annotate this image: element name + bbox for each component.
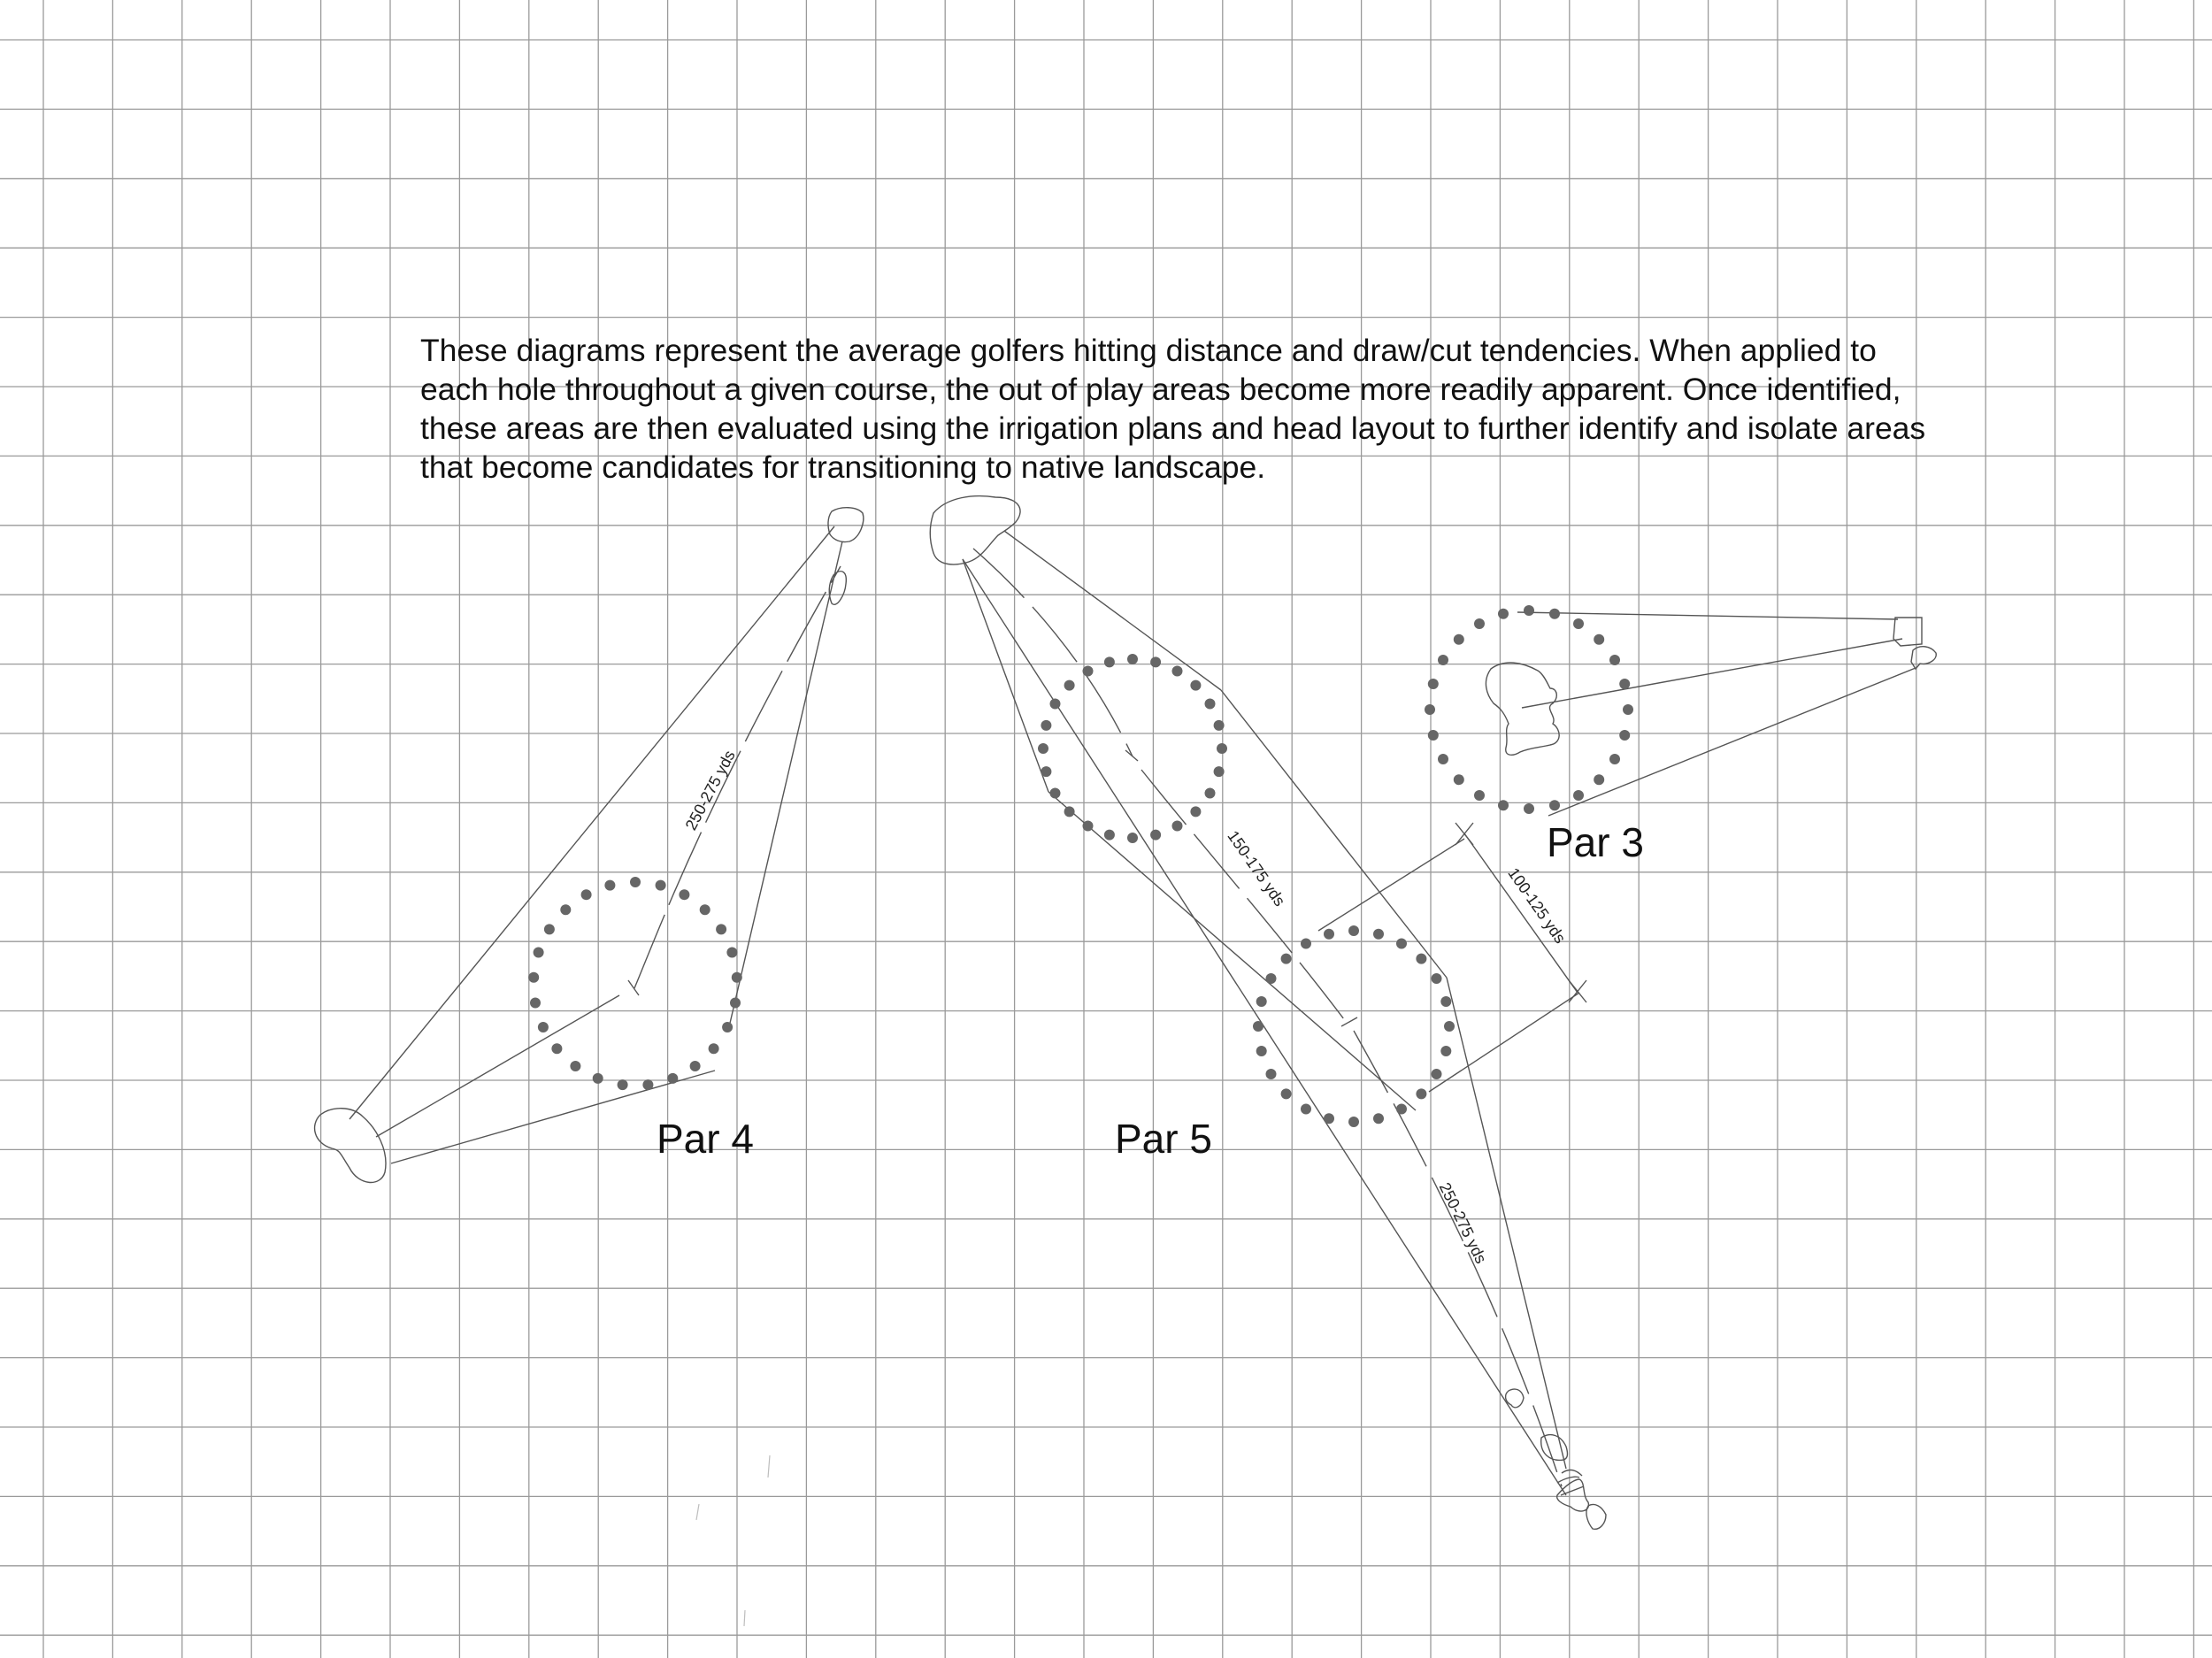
par5-distance-label-lower: 250-275 yds [1435, 1179, 1491, 1267]
landing-zone-dot [618, 1079, 628, 1090]
par4-landing-zone [528, 877, 742, 1090]
landing-zone-dot [544, 924, 555, 934]
landing-zone-dot [1428, 679, 1439, 689]
par3-landing-zone [1425, 605, 1633, 814]
dimension-extension-upper [1318, 839, 1464, 931]
landing-zone-dot [1205, 699, 1216, 710]
landing-zone-dot [1324, 1113, 1334, 1124]
landing-zone-dot [1104, 656, 1115, 667]
landing-zone-dot [679, 889, 689, 900]
landing-zone-dot [1454, 774, 1464, 785]
landing-zone-dot [1217, 743, 1227, 754]
landing-zone-dot [1281, 954, 1292, 964]
landing-zone-dot [730, 998, 741, 1009]
landing-zone-dot [1573, 618, 1584, 629]
landing-zone-dot [1050, 788, 1061, 799]
landing-zone-dot [534, 948, 544, 958]
landing-zone-dot [1253, 1021, 1263, 1032]
landing-zone-dot [1594, 774, 1604, 785]
landing-zone-dot [726, 948, 737, 958]
par3-centerline [1522, 639, 1902, 708]
landing-zone-dot [593, 1073, 603, 1084]
landing-zone-dot [1064, 806, 1075, 817]
landing-zone-dot [1573, 790, 1584, 801]
landing-zone-dot [1301, 1104, 1311, 1115]
landing-zone-dot [1425, 704, 1435, 715]
par5-boundary-inner-1 [963, 559, 1048, 792]
dimension-extension-lower [1429, 993, 1579, 1092]
landing-zone-dot [1396, 1104, 1407, 1115]
landing-zone-dot [528, 972, 539, 983]
landing-zone-dot [1619, 679, 1630, 689]
landing-zone-dot [1127, 654, 1138, 664]
landing-zone-dot [1594, 634, 1604, 645]
landing-zone-dot [709, 1043, 719, 1054]
landing-zone-dot [1214, 720, 1225, 731]
landing-zone-dot [1438, 655, 1448, 665]
par5-landing-zone-upper [1038, 654, 1227, 843]
landing-zone-dot [1440, 1046, 1451, 1056]
landing-zone-dot [1324, 929, 1334, 940]
par3-tee-box-2 [1911, 647, 1936, 669]
landing-zone-dot [630, 877, 641, 887]
par5-centerline-3 [1354, 1031, 1562, 1486]
landing-zone-dot [1440, 996, 1451, 1007]
landing-zone-dot [1083, 821, 1094, 832]
landing-zone-dot [1083, 666, 1094, 677]
landing-zone-dot [1619, 730, 1630, 741]
landing-zone-dot [1474, 618, 1485, 629]
landing-zone-dot [1416, 1088, 1426, 1099]
landing-zone-dot [560, 904, 571, 915]
stray-mark-3 [744, 1610, 745, 1626]
landing-zone-dot [570, 1061, 580, 1071]
landing-zone-dot [1172, 821, 1183, 832]
landing-zone-dot [656, 880, 666, 891]
par4-boundary-far [728, 541, 842, 1031]
landing-zone-dot [538, 1022, 549, 1032]
landing-zone-dot [1205, 788, 1216, 799]
par5-distance-label-upper: 150-175 yds [1224, 827, 1289, 910]
par3-boundary-bottom [1548, 668, 1916, 816]
landing-zone-dot [732, 972, 742, 983]
landing-zone-dot [1609, 754, 1620, 764]
stray-mark-2 [696, 1504, 699, 1520]
landing-zone-dot [1416, 954, 1426, 964]
landing-zone-dot [1150, 656, 1161, 667]
par5-bunker-3 [1586, 1504, 1606, 1529]
landing-zone-dot [642, 1079, 653, 1090]
landing-zone-dot [604, 880, 615, 891]
landing-zone-dot [722, 1022, 733, 1032]
par4-hole-diagram [315, 508, 864, 1183]
landing-zone-dot [1432, 973, 1442, 984]
par4-label: Par 4 [657, 1116, 754, 1162]
landing-zone-dot [1474, 790, 1485, 801]
landing-zone-dot [700, 904, 710, 915]
par3-green [1486, 663, 1559, 755]
landing-zone-dot [1396, 939, 1407, 949]
landing-zone-dot [1266, 1069, 1277, 1079]
landing-zone-dot [1549, 609, 1560, 619]
landing-zone-dot [581, 889, 592, 900]
landing-zone-dot [1373, 1113, 1384, 1124]
landing-zone-dot [1104, 830, 1115, 841]
landing-zone-dot [1498, 609, 1509, 619]
landing-zone-dot [1041, 766, 1051, 777]
stray-pencil-marks [696, 1455, 770, 1626]
par5-landing-zone-lower [1253, 925, 1455, 1127]
par5-label: Par 5 [1115, 1116, 1212, 1162]
landing-zone-dot [1428, 730, 1439, 741]
landing-zone-dot [1623, 704, 1633, 715]
landing-zone-dot [1050, 699, 1061, 710]
stray-mark-1 [768, 1455, 770, 1478]
landing-zone-dot [1549, 800, 1560, 810]
landing-zone-dot [1444, 1021, 1455, 1032]
par5-tee-box [930, 496, 1020, 564]
landing-zone-dot [1214, 766, 1225, 777]
landing-zone-dot [1438, 754, 1448, 764]
landing-zone-dot [1127, 833, 1138, 843]
landing-zone-dot [716, 924, 726, 934]
par5-hole-diagram [930, 496, 1606, 1530]
landing-zone-dot [690, 1061, 701, 1071]
par4-green [828, 508, 864, 542]
landing-zone-dot [1256, 1046, 1267, 1056]
par3-tee-box-1 [1893, 618, 1922, 646]
par4-distance-label: 250-275 yds [681, 747, 739, 833]
landing-zone-dot [1348, 1117, 1359, 1127]
landing-zone-dot [1609, 655, 1620, 665]
landing-zone-dot [1281, 1088, 1292, 1099]
landing-zone-dot [1266, 973, 1277, 984]
landing-zone-dot [1150, 830, 1161, 841]
landing-zone-dot [1373, 929, 1384, 940]
par3-hole-diagram [1425, 605, 1936, 816]
landing-zone-dot [1432, 1069, 1442, 1079]
landing-zone-dot [551, 1043, 562, 1054]
landing-zone-dot [530, 998, 541, 1009]
par4-boundary-left [349, 526, 834, 1119]
landing-zone-dot [1190, 680, 1201, 691]
landing-zone-dot [1256, 996, 1267, 1007]
landing-zone-dot [1190, 806, 1201, 817]
landing-zone-dot [1301, 939, 1311, 949]
landing-zone-dot [1038, 743, 1048, 754]
landing-zone-dot [1524, 803, 1534, 814]
par3-label: Par 3 [1547, 819, 1644, 865]
landing-zone-dot [1041, 720, 1051, 731]
landing-zone-dot [1348, 925, 1359, 936]
description-paragraph: These diagrams represent the average golfers hitting distance and draw/cut tendencies. When applied to each hole throughout a given course, the out of play areas become more readily apparent. Once identified, these areas are then evaluated using the irrigation plans and head layout to further identify and isolate areas that become candidates for transitioning to native landscape. [420, 333, 1926, 485]
par5-landing-tick-1 [1125, 750, 1138, 761]
par3-distance-label: 100-125 yds [1504, 864, 1570, 947]
landing-zone-dot [1524, 605, 1534, 616]
landing-zone-dot [1498, 800, 1509, 810]
par4-drive-line [376, 995, 619, 1137]
landing-zone-dot [1454, 634, 1464, 645]
landing-zone-dot [1172, 666, 1183, 677]
landing-zone-dot [1064, 680, 1075, 691]
par5-landing-tick-2 [1341, 1017, 1357, 1026]
par5-centerline-2 [1141, 770, 1349, 1026]
landing-zone-dot [667, 1073, 678, 1084]
par4-tee-box [315, 1109, 386, 1183]
